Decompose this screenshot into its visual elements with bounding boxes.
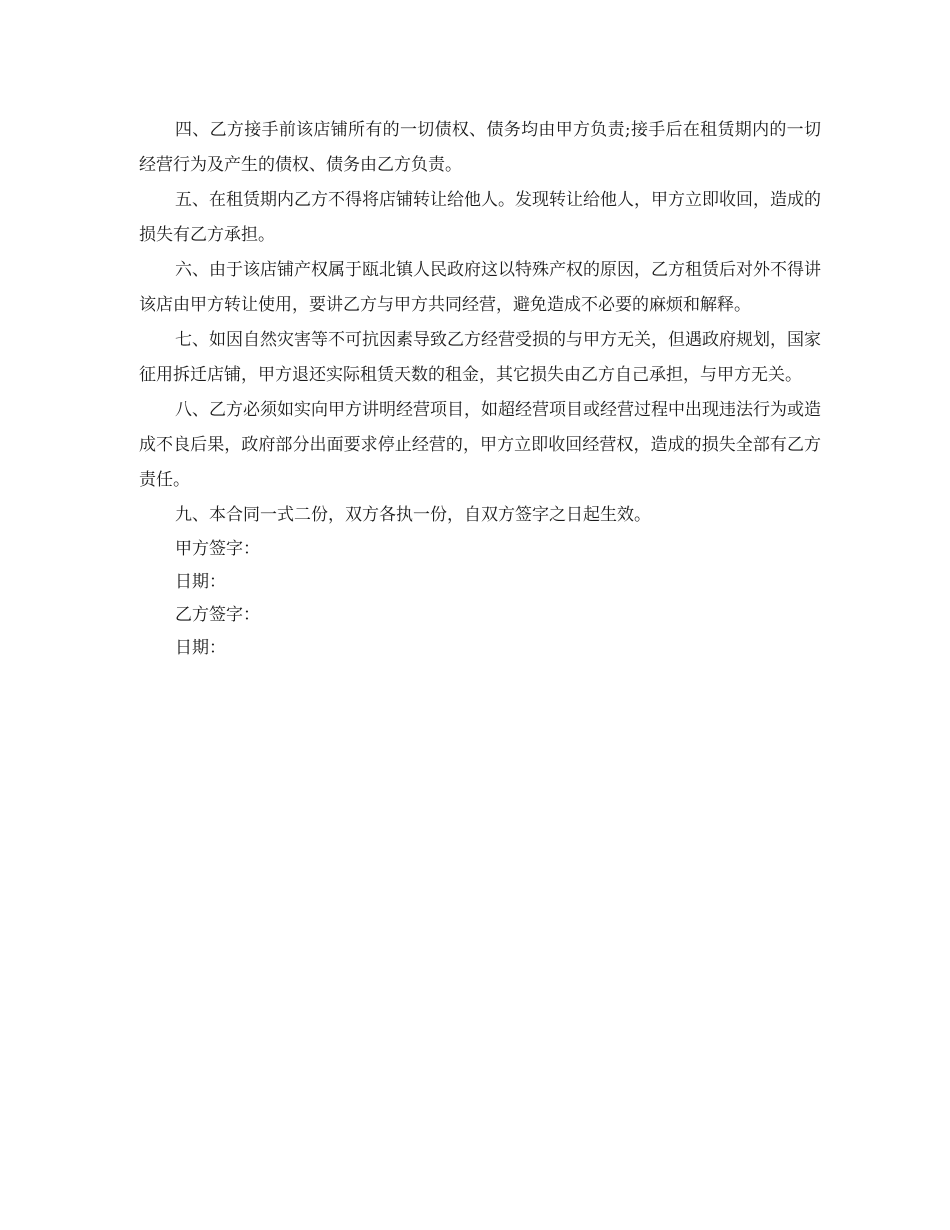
party-b-signature-label: 乙方签字： (175, 605, 260, 625)
clause-9: 九、本合同一式二份，双方各执一份，自双方签字之日起生效。 (175, 505, 651, 525)
party-b-date-label: 日期： (175, 638, 226, 658)
clause-5: 五、在租赁期内乙方不得将店铺转让给他人。发现转让给他人，甲方立即收回，造成的损失有乙方承担。 (139, 190, 821, 245)
clause-4: 四、乙方接手前该店铺所有的一切债权、债务均由甲方负责;接手后在租赁期内的一切经营行为及产生的债权、债务由乙方负责。 (139, 120, 821, 175)
contract-body (139, 113, 821, 665)
signature-block (139, 533, 821, 665)
clause-8: 八、乙方必须如实向甲方讲明经营项目，如超经营项目或经营过程中出现违法行为或造成不良后果，政府部分出面要求停止经营的，甲方立即收回经营权，造成的损失全部有乙方责任。 (139, 400, 821, 490)
party-a-signature-label: 甲方签字： (175, 539, 260, 559)
clause-7: 七、如因自然灾害等不可抗因素导致乙方经营受损的与甲方无关，但遇政府规划，国家征用拆迁店铺，甲方退还实际租赁天数的租金，其它损失由乙方自己承担，与甲方无关。 (139, 330, 821, 385)
party-a-date-label: 日期： (175, 572, 226, 592)
clause-6: 六、由于该店铺产权属于瓯北镇人民政府这以特殊产权的原因，乙方租赁后对外不得讲该店由甲方转让使用，要讲乙方与甲方共同经营，避免造成不必要的麻烦和解释。 (139, 260, 821, 315)
